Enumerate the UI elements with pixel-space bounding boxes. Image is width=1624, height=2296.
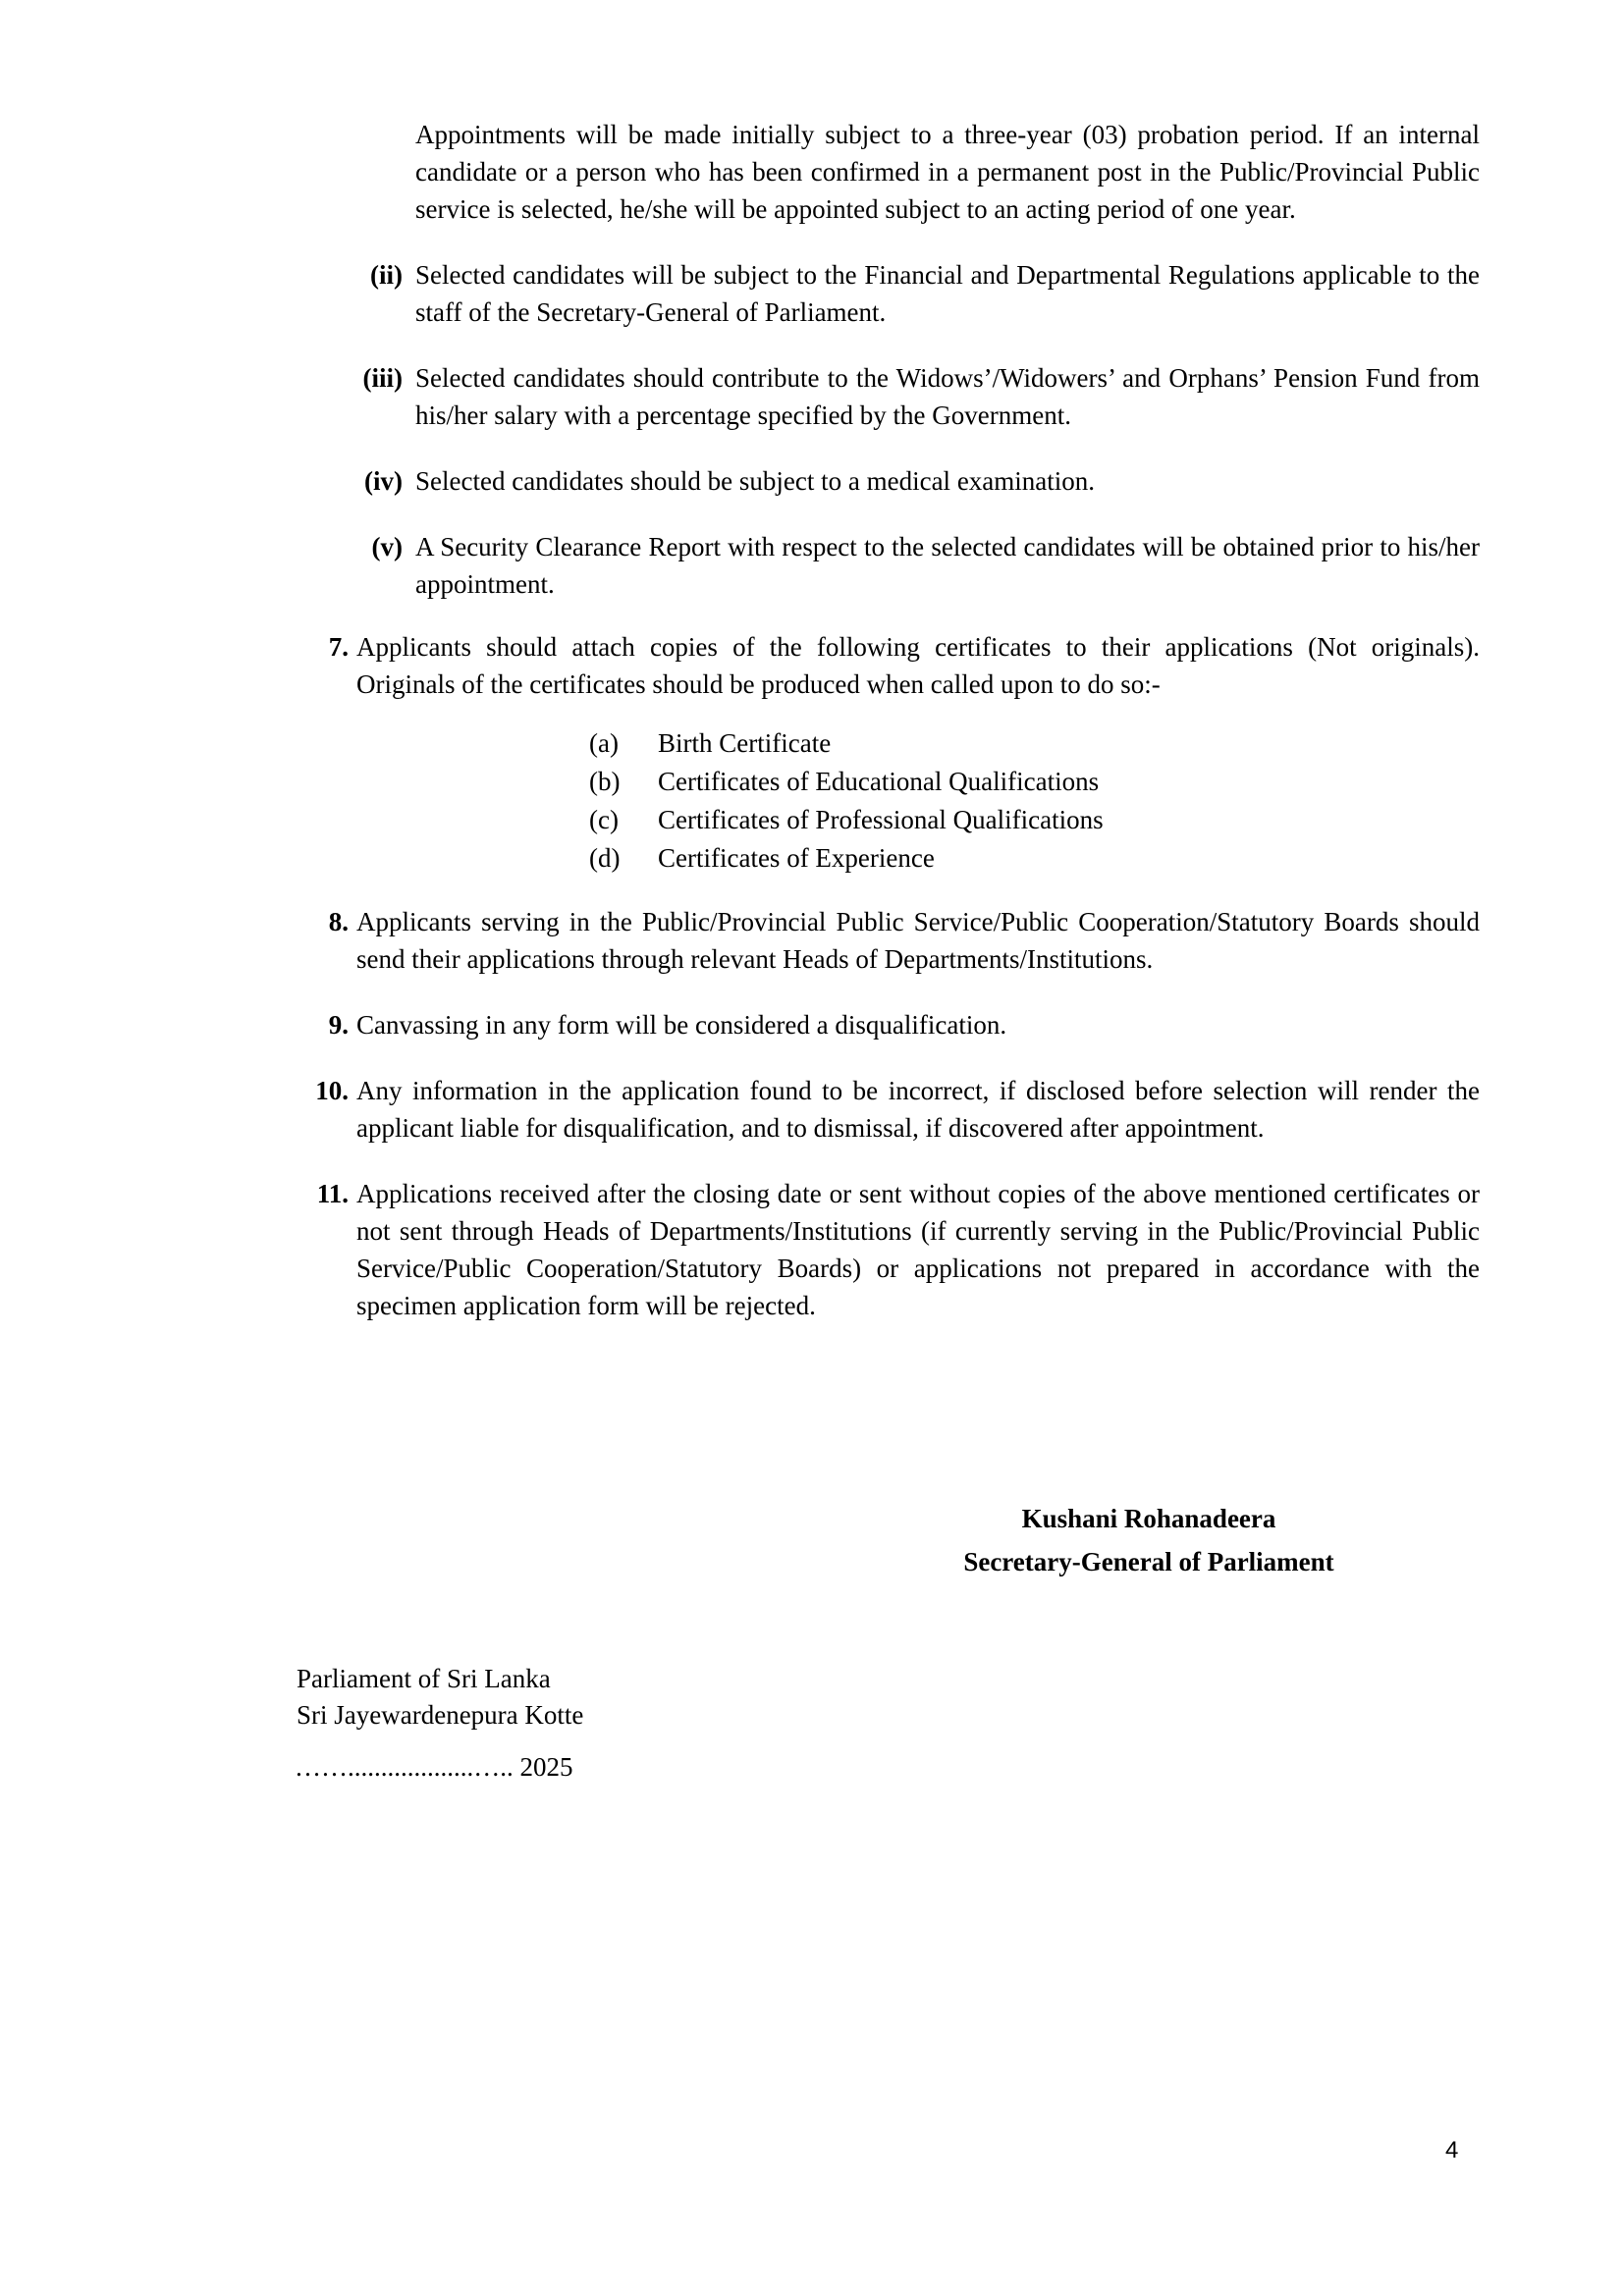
list-marker: 11. [316, 1179, 349, 1208]
list-item-text: Certificates of Professional Qualifications [658, 805, 1104, 834]
date-line: ……...................….. 2025 [295, 1752, 573, 1782]
list-item-text: Certificates of Educational Qualifications [658, 767, 1100, 796]
lead-paragraph: Appointments will be made initially subject to a three-year (03) probation period. If an internal candidate or a person who has been confirmed in a permanent post in the Public/Provincial Public service is selected, he/she will be appointed subject to an acting period of one year. [415, 120, 1480, 224]
list-item-text: Applicants should attach copies of the following certificates to their applications (Not originals). Originals of the certificates should be produced when called upon to do so:- [356, 632, 1480, 699]
spacer [297, 703, 1480, 724]
list-item-roman-v [297, 528, 1480, 603]
list-item-text: Selected candidates should be subject to a medical examination. [415, 466, 1096, 496]
list-item-9 [297, 1006, 1480, 1043]
list-marker: (ii) [370, 260, 403, 290]
signature-block [943, 1497, 1355, 1583]
list-marker: 7. [328, 632, 349, 662]
certificate-list-item-a [589, 724, 1480, 763]
address-line-1: Parliament of Sri Lanka [297, 1664, 551, 1693]
list-item-roman-ii [297, 256, 1480, 331]
spacer [297, 434, 1480, 462]
list-item-8 [297, 903, 1480, 978]
list-item-text: Applicants serving in the Public/Provincial Public Service/Public Cooperation/Statutory Boards should send their applications through relevant Heads of Departments/Institutions. [356, 907, 1480, 974]
certificate-list-item-d [589, 839, 1480, 878]
certificate-list-item-b [589, 763, 1480, 801]
list-marker: (c) [589, 805, 619, 834]
list-item-roman-iv [297, 462, 1480, 500]
page-number: 4 [1445, 2137, 1459, 2163]
list-marker: 8. [328, 907, 349, 936]
spacer [297, 1147, 1480, 1175]
list-marker: (b) [589, 767, 621, 796]
list-item-text: Applications received after the closing date or sent without copies of the above mentioned certificates or not sent through Heads of Departments/Institutions (if currently serving in the Public/Provincial Public Service/Public Cooperation/Statutory Boards) or applications not prepared in accordance with the specimen application form will be rejected. [356, 1179, 1480, 1320]
signatory-name: Kushani Rohanadeera [1021, 1504, 1276, 1533]
list-item-text: Any information in the application found to be incorrect, if disclosed before selection will render the applicant liable for disqualification, and to dismissal, if discovered after appointment. [356, 1076, 1480, 1143]
document-content [297, 116, 1480, 1324]
list-item-roman-iii [297, 359, 1480, 434]
list-marker: (v) [371, 532, 403, 561]
spacer [297, 228, 1480, 256]
spacer [297, 878, 1480, 903]
spacer [297, 1043, 1480, 1072]
list-marker: 10. [315, 1076, 349, 1105]
spacer [297, 978, 1480, 1006]
list-marker: (iii) [362, 363, 403, 393]
list-marker: (a) [589, 728, 619, 758]
list-item-text: A Security Clearance Report with respect to the selected candidates will be obtained prior to his/her appointment. [415, 532, 1480, 599]
spacer [297, 603, 1480, 628]
certificate-list [589, 724, 1480, 878]
list-item-text: Selected candidates will be subject to the Financial and Departmental Regulations applicable to the staff of the Secretary-General of Parliament. [415, 260, 1480, 327]
list-marker: 9. [328, 1010, 349, 1040]
spacer [297, 500, 1480, 528]
signatory-title: Secretary-General of Parliament [963, 1547, 1334, 1576]
address-block [297, 1661, 583, 1734]
list-item-text: Birth Certificate [658, 728, 832, 758]
list-item-7 [297, 628, 1480, 703]
address-line-2: Sri Jayewardenepura Kotte [297, 1700, 584, 1730]
spacer [297, 331, 1480, 359]
list-item-11 [297, 1175, 1480, 1324]
list-item-text: Selected candidates should contribute to the Widows’/Widowers’ and Orphans’ Pension Fund from his/her salary with a percentage specified by the Government. [415, 363, 1480, 430]
list-marker: (iv) [364, 466, 403, 496]
list-item-10 [297, 1072, 1480, 1147]
list-item-text: Certificates of Experience [658, 843, 935, 873]
certificate-list-item-c [589, 801, 1480, 839]
list-marker: (d) [589, 843, 621, 873]
list-item-text: Canvassing in any form will be considered a disqualification. [356, 1010, 1007, 1040]
